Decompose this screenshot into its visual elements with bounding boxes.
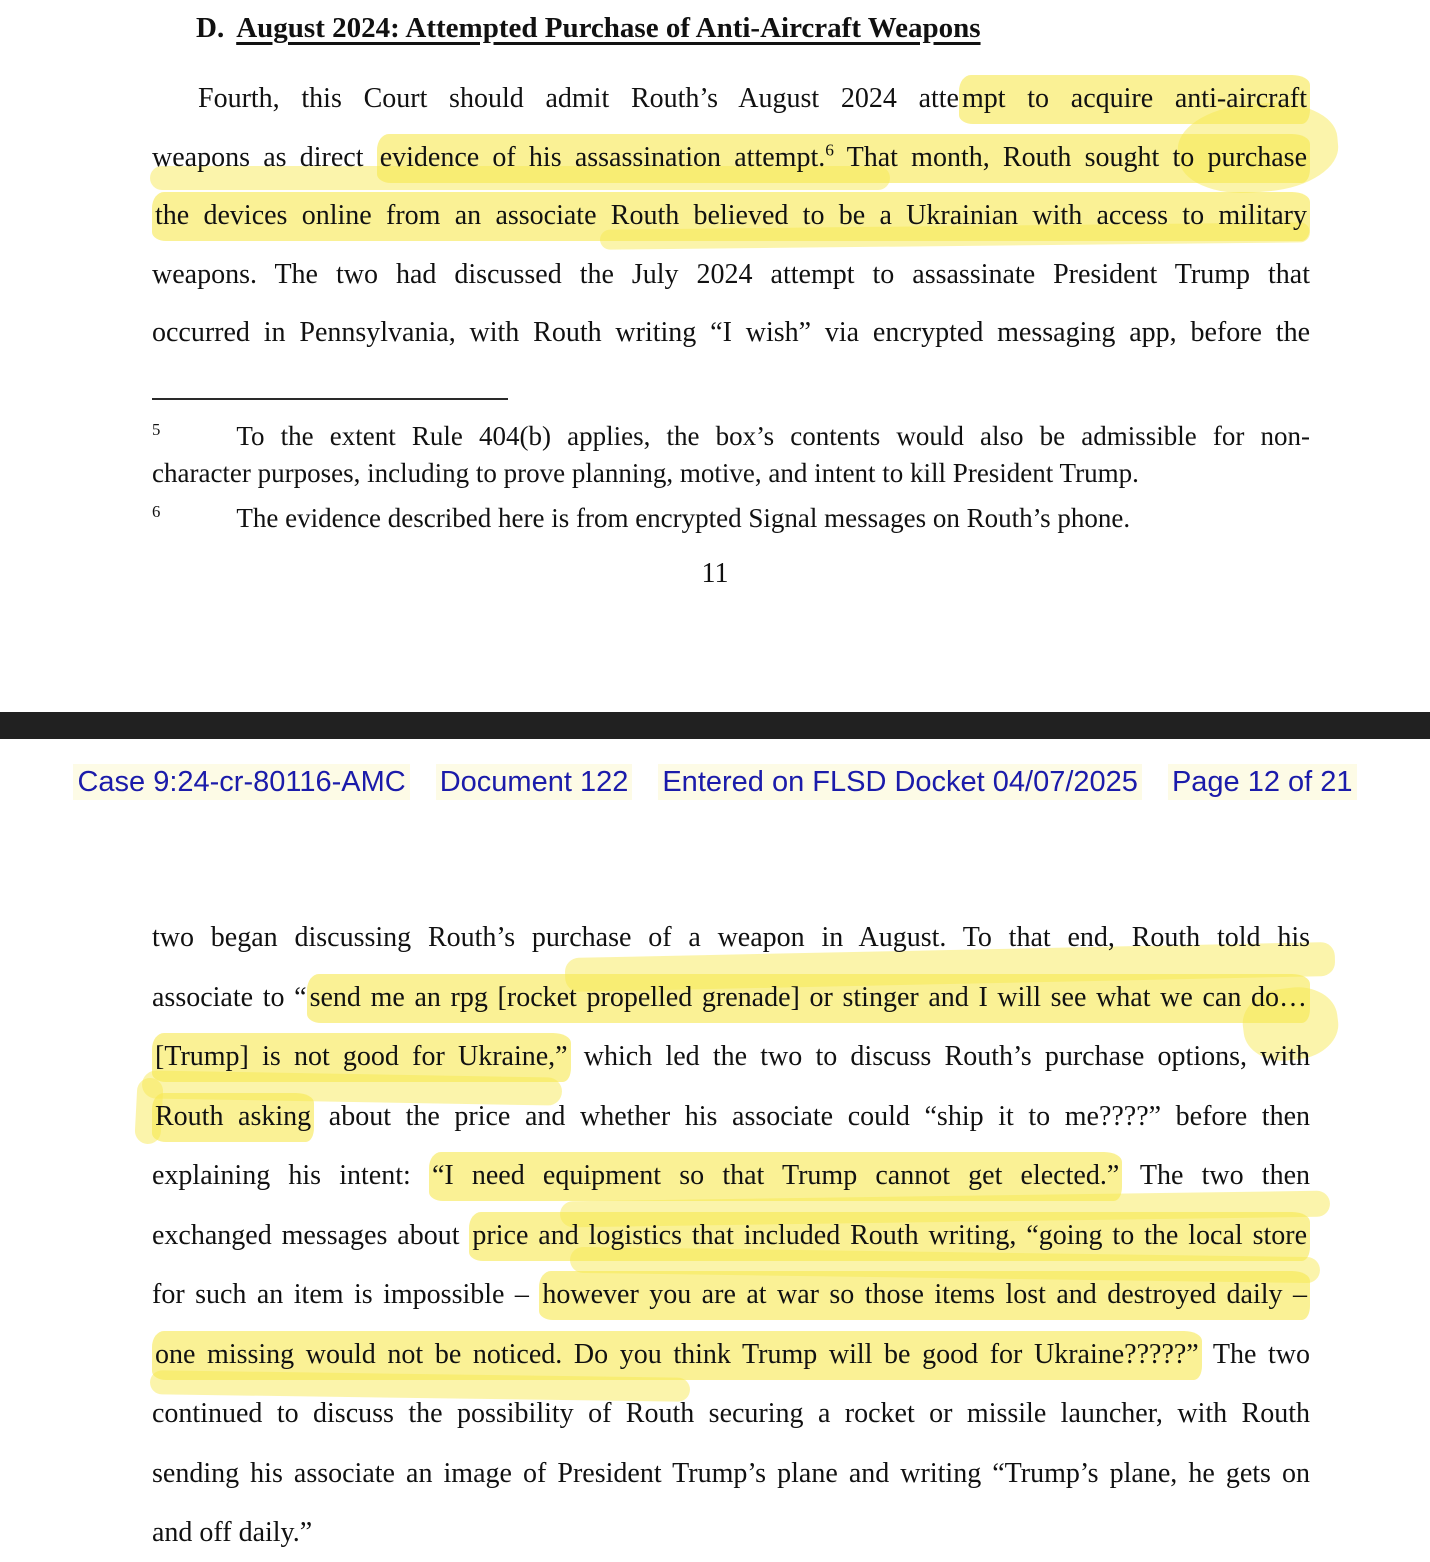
highlighted-text: “I need equipment so that Trump cannot get elected.” bbox=[429, 1152, 1122, 1201]
text-line bbox=[152, 1325, 1310, 1385]
docket-stamp bbox=[0, 764, 1430, 800]
body-text: To the extent Rule 404(b) applies, the box’s contents would also be admissible for non- bbox=[236, 421, 1310, 451]
body-text: character purposes, including to prove planning, motive, and intent to kill President Trump. bbox=[152, 457, 1139, 488]
footnote bbox=[152, 500, 1310, 537]
body-text: about the price and whether his associate could “ship it to me????” before then bbox=[314, 1100, 1310, 1132]
text-line bbox=[152, 1146, 1310, 1206]
body-text: two began discussing Routh’s purchase of a weapon in August. To that end, Routh told his bbox=[152, 922, 1310, 953]
text-line bbox=[152, 500, 1310, 537]
text-line bbox=[152, 304, 1310, 363]
footnote-marker: 5 bbox=[152, 420, 161, 439]
page-11-body bbox=[152, 8, 1310, 363]
body-text: continued to discuss the possibility of Routh securing a rocket or missile launcher, with Routh bbox=[152, 1398, 1310, 1429]
footnote bbox=[152, 418, 1310, 491]
body-text: weapons as direct bbox=[152, 141, 377, 173]
text-line bbox=[152, 1087, 1310, 1147]
body-text: explaining his intent: bbox=[152, 1160, 429, 1191]
text-line bbox=[152, 246, 1310, 305]
text-line bbox=[152, 908, 1310, 968]
text-line bbox=[152, 1265, 1310, 1325]
body-text: The evidence described here is from encrypted Signal messages on Routh’s phone. bbox=[236, 503, 1131, 533]
text-line bbox=[152, 1503, 1310, 1562]
section-title: August 2024: Attempted Purchase of Anti-Aircraft Weapons bbox=[236, 12, 981, 44]
body-text: The two then bbox=[1122, 1160, 1310, 1191]
text-line bbox=[152, 418, 1310, 455]
highlighted-text: price and logistics that included Routh writing, “going to the local store bbox=[469, 1212, 1310, 1261]
text-line bbox=[152, 1444, 1310, 1504]
text-line bbox=[152, 1206, 1310, 1266]
highlighted-text: evidence of his assassination attempt.$^6$ That month, Routh sought to purchase bbox=[377, 134, 1310, 183]
page-break-bar bbox=[0, 712, 1430, 739]
footnote-separator-rule bbox=[152, 398, 508, 400]
body-text: The two bbox=[1201, 1338, 1310, 1370]
text-line bbox=[152, 968, 1310, 1028]
text-line bbox=[152, 1027, 1310, 1087]
body-text: for such an item is impossible – bbox=[152, 1279, 540, 1310]
section-letter: D. bbox=[196, 12, 225, 44]
docket-stamp-field: Case 9:24-cr-80116-AMC bbox=[73, 764, 409, 800]
docket-stamp-field: Page 12 of 21 bbox=[1168, 764, 1357, 800]
text-line bbox=[152, 187, 1310, 246]
body-text: exchanged messages about bbox=[152, 1219, 470, 1251]
page-number: 11 bbox=[701, 558, 729, 589]
highlighted-text: Routh asking bbox=[152, 1093, 314, 1142]
text-line bbox=[152, 1384, 1310, 1444]
highlighted-text: [Trump] is not good for Ukraine,” bbox=[152, 1033, 571, 1082]
body-text: which led the two to discuss Routh’s purchase options, with bbox=[570, 1041, 1310, 1072]
footnote-block bbox=[152, 398, 1310, 537]
highlighted-text: mpt to acquire anti-aircraft bbox=[959, 75, 1310, 124]
footnote-ref: 6 bbox=[825, 140, 834, 160]
body-text: sending his associate an image of President Trump’s plane and writing “Trump’s plane, he gets on bbox=[152, 1457, 1310, 1489]
body-text: associate to “ bbox=[152, 981, 307, 1013]
body-text: occurred in Pennsylvania, with Routh writing “I wish” via encrypted messaging app, before the bbox=[152, 317, 1310, 349]
paragraph bbox=[152, 70, 1310, 363]
section-heading bbox=[152, 8, 1310, 48]
highlighted-text: send me an rpg [rocket propelled grenade] or stinger and I will see what we can do… bbox=[307, 974, 1310, 1023]
text-line bbox=[152, 129, 1310, 188]
text-line bbox=[152, 70, 1310, 129]
docket-stamp-field: Entered on FLSD Docket 04/07/2025 bbox=[658, 764, 1142, 800]
body-text: weapons. The two had discussed the July 2024 attempt to assassinate President Trump that bbox=[152, 258, 1310, 290]
highlighted-text: however you are at war so those items lost and destroyed daily – bbox=[539, 1271, 1310, 1320]
page-12-body bbox=[152, 908, 1310, 1562]
highlighted-text: the devices online from an associate Routh believed to be a Ukrainian with access to military bbox=[152, 192, 1310, 241]
highlighted-text: one missing would not be noticed. Do you think Trump will be good for Ukraine?????” bbox=[152, 1331, 1202, 1380]
text-line bbox=[152, 455, 1310, 492]
docket-stamp-field: Document 122 bbox=[436, 764, 633, 800]
body-text: Fourth, this Court should admit Routh’s August 2024 atte bbox=[198, 83, 959, 114]
body-text: and off daily.” bbox=[152, 1517, 313, 1548]
footnote-marker: 6 bbox=[152, 502, 161, 521]
footnote-list bbox=[152, 418, 1310, 537]
